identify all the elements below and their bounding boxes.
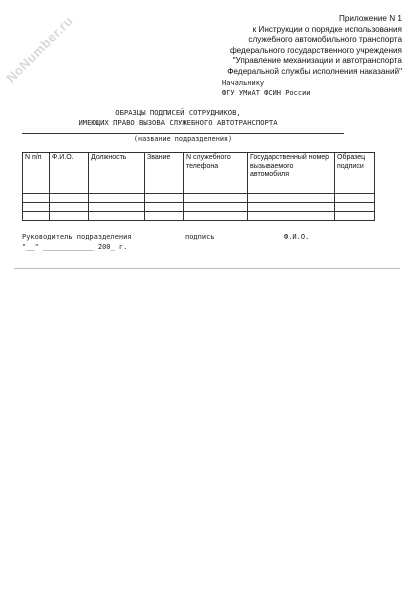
addressee-line: Начальнику <box>222 79 265 87</box>
table-cell <box>184 203 248 212</box>
column-header: N п/п <box>23 153 50 194</box>
appendix-line: служебного автомобильного транспорта <box>248 35 402 45</box>
column-header: Государственный номер вызываемого автомобиля <box>248 153 335 194</box>
column-header: Звание <box>145 153 184 194</box>
table-header-row <box>23 153 375 194</box>
table-cell <box>23 194 50 203</box>
appendix-line: Приложение N 1 <box>338 14 402 23</box>
appendix-block <box>182 14 402 78</box>
signature-label: подпись <box>185 233 215 241</box>
table-cell <box>248 203 335 212</box>
table-cell <box>335 203 375 212</box>
unit-name-caption: (название подразделения) <box>133 135 233 143</box>
table-row <box>23 203 375 212</box>
addressee-block <box>222 78 311 98</box>
appendix-line: федерального государственного учреждения <box>229 45 402 55</box>
appendix-line: к Инструкции о порядке использования <box>252 24 402 34</box>
column-header: N служебного телефона <box>184 153 248 194</box>
signature-footer <box>22 232 342 252</box>
table-cell <box>89 194 145 203</box>
appendix-line: "Управление механизации и автотранспорта <box>232 56 402 66</box>
table-cell <box>248 194 335 203</box>
date-line: "__" ____________ 200_ г. <box>22 243 128 251</box>
footer-labels-row <box>22 232 342 242</box>
table-cell <box>89 203 145 212</box>
title-line: ИМЕЮЩИХ ПРАВО ВЫЗОВА СЛУЖЕБНОГО АВТОТРАНСПОРТА <box>78 118 278 127</box>
signatures-table <box>22 152 375 221</box>
unit-name-line <box>22 133 344 134</box>
table-cell <box>248 212 335 221</box>
addressee-line: ФГУ УМиАТ ФСИН России <box>222 89 311 97</box>
document-title <box>0 108 356 128</box>
table-cell <box>145 194 184 203</box>
table-cell <box>50 194 89 203</box>
table-cell <box>184 212 248 221</box>
table-row <box>23 212 375 221</box>
head-of-unit-label: Руководитель подразделения <box>22 233 132 241</box>
table-cell <box>23 203 50 212</box>
footer-date-row <box>22 242 342 252</box>
column-header: Образец подписи <box>335 153 375 194</box>
table-cell <box>184 194 248 203</box>
full-name-label: Ф.И.О. <box>284 233 310 241</box>
table-cell <box>145 212 184 221</box>
page-divider <box>14 268 400 269</box>
table-cell <box>23 212 50 221</box>
watermark: NoNumber.ru <box>3 12 76 86</box>
table-cell <box>335 194 375 203</box>
table-row <box>23 194 375 203</box>
table-cell <box>50 212 89 221</box>
title-line: ОБРАЗЦЫ ПОДПИСЕЙ СОТРУДНИКОВ, <box>115 108 241 117</box>
column-header: Должность <box>89 153 145 194</box>
table-cell <box>335 212 375 221</box>
table-cell <box>89 212 145 221</box>
appendix-line: Федеральной службы исполнения наказаний" <box>227 66 402 76</box>
column-header: Ф.И.О. <box>50 153 89 194</box>
table-cell <box>50 203 89 212</box>
table-cell <box>145 203 184 212</box>
